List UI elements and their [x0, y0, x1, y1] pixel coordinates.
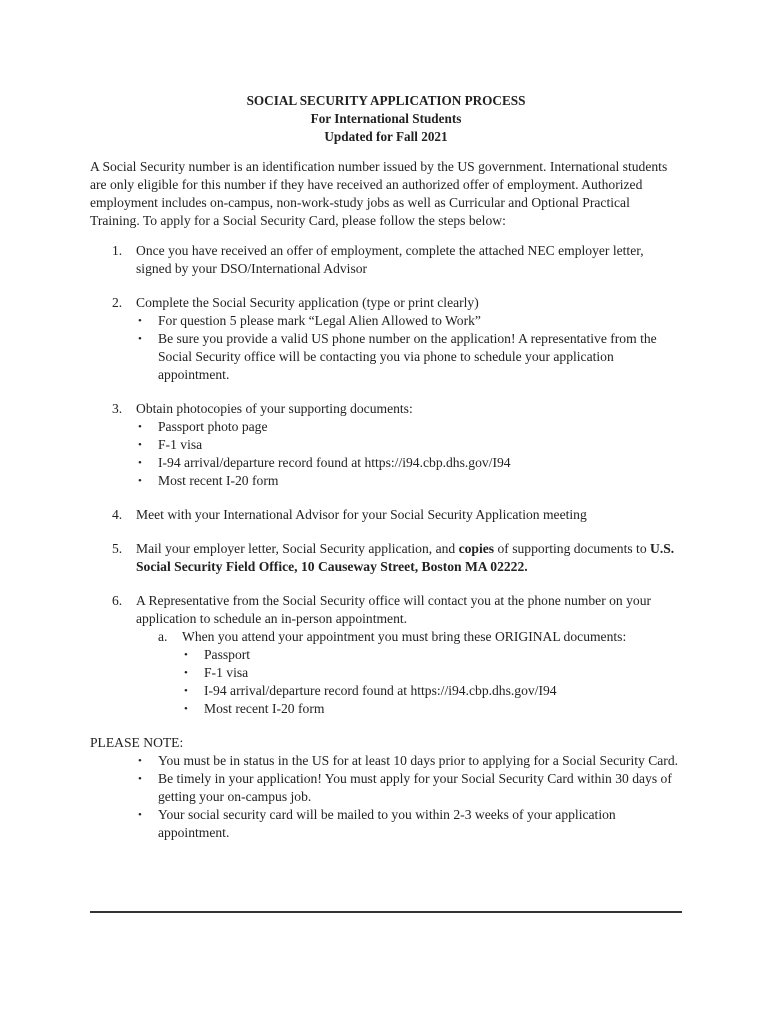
list-item: [182, 664, 682, 682]
bullet-icon: •: [138, 315, 142, 327]
bullet-icon: •: [138, 421, 142, 433]
list-item: [136, 752, 682, 770]
sub-text: When you attend your appointment you must bring these ORIGINAL documents:: [182, 629, 627, 644]
list-item: [136, 806, 682, 842]
step-text: [136, 540, 682, 576]
steps-list: [90, 242, 682, 718]
step-text-part: Mail your employer letter, Social Security application, and: [136, 541, 459, 556]
list-item: [136, 472, 682, 490]
bullet-icon: •: [184, 649, 188, 661]
bullet-text: Most recent I-20 form: [204, 701, 325, 716]
bullet-text: F-1 visa: [204, 665, 249, 680]
document-title: SOCIAL SECURITY APPLICATION PROCESS: [246, 93, 526, 108]
original-documents-list: [182, 646, 682, 718]
list-item: [182, 646, 682, 664]
bullet-icon: •: [138, 755, 142, 767]
bullet-text: You must be in status in the US for at least 10 days prior to applying for a Social Security Card.: [158, 753, 679, 768]
bullet-text: I-94 arrival/departure record found at https://i94.cbp.dhs.gov/I94: [204, 683, 557, 698]
list-item: [136, 454, 682, 472]
bullet-text: Be sure you provide a valid US phone number on the application! A representative from the Social Security office will be contacting you via phone to schedule your application appointment.: [158, 331, 657, 382]
step-text: Obtain photocopies of your supporting documents:: [136, 401, 413, 416]
sub-letter: a.: [158, 629, 168, 644]
bullet-icon: •: [138, 773, 142, 785]
copies-emphasis: copies: [458, 541, 495, 556]
bullet-text: Most recent I-20 form: [158, 473, 279, 488]
bullet-icon: •: [138, 439, 142, 451]
bullet-text: F-1 visa: [158, 437, 203, 452]
please-note-list: [136, 752, 682, 842]
step-text-part: of supporting documents to: [494, 541, 651, 556]
bullet-icon: •: [138, 333, 142, 345]
step-text: Meet with your International Advisor for your Social Security Application meeting: [136, 507, 587, 522]
step-number: 5.: [112, 541, 123, 556]
step-number: 6.: [112, 593, 123, 608]
field-office-address: U.S. Social Security Field Office, 10 Causeway Street, Boston MA 02222.: [136, 541, 675, 574]
step-3: [90, 400, 682, 490]
bullet-icon: •: [184, 667, 188, 679]
list-item: [136, 418, 682, 436]
step-text: A Representative from the Social Security office will contact you at the phone number on your application to schedule an in-person appointment.: [136, 593, 652, 626]
intro-paragraph: A Social Security number is an identification number issued by the US government. International students are only eligible for this number if they have received an authorized offer of employment. Authorized employment includes on-campus, non-work-study jobs as well as Curricular and Optional Practical Training. To apply for a Social Security Card, please follow the steps below:: [90, 159, 668, 228]
step-1: [90, 242, 682, 278]
step-6-subitem-a: [136, 628, 682, 718]
bullet-text: For question 5 please mark “Legal Alien Allowed to Work”: [158, 313, 481, 328]
bullet-text: Your social security card will be mailed to you within 2-3 weeks of your application appointment.: [158, 807, 616, 840]
list-item: [136, 312, 682, 330]
list-item: [182, 682, 682, 700]
bullet-text: I-94 arrival/departure record found at https://i94.cbp.dhs.gov/I94: [158, 455, 511, 470]
bullet-text: Passport photo page: [158, 419, 268, 434]
step-3-bullets: [136, 418, 682, 490]
step-text: Once you have received an offer of employment, complete the attached NEC employer letter, signed by your DSO/International Advisor: [136, 243, 644, 276]
list-item: [136, 770, 682, 806]
step-number: 1.: [112, 243, 123, 258]
step-text: Complete the Social Security application (type or print clearly): [136, 295, 479, 310]
document-page: [90, 92, 682, 842]
document-subtitle: For International Students: [310, 111, 462, 126]
document-header: [90, 92, 682, 146]
step-number: 3.: [112, 401, 123, 416]
step-2-bullets: [136, 312, 682, 384]
list-item: [182, 700, 682, 718]
step-5: [90, 540, 682, 576]
bullet-icon: •: [138, 809, 142, 821]
bullet-icon: •: [138, 457, 142, 469]
step-number: 4.: [112, 507, 123, 522]
bullet-icon: •: [184, 703, 188, 715]
step-4: [90, 506, 682, 524]
step-number: 2.: [112, 295, 123, 310]
bullet-icon: •: [184, 685, 188, 697]
please-note-heading: PLEASE NOTE:: [90, 735, 184, 750]
list-item: [136, 436, 682, 454]
list-item: [136, 330, 682, 384]
step-6: [90, 592, 682, 718]
bullet-icon: •: [138, 475, 142, 487]
bullet-text: Be timely in your application! You must apply for your Social Security Card within 30 days of getting your on-campus job.: [158, 771, 672, 804]
footer-divider: [90, 911, 682, 913]
step-2: [90, 294, 682, 384]
bullet-text: Passport: [204, 647, 251, 662]
document-updated: Updated for Fall 2021: [324, 129, 448, 144]
